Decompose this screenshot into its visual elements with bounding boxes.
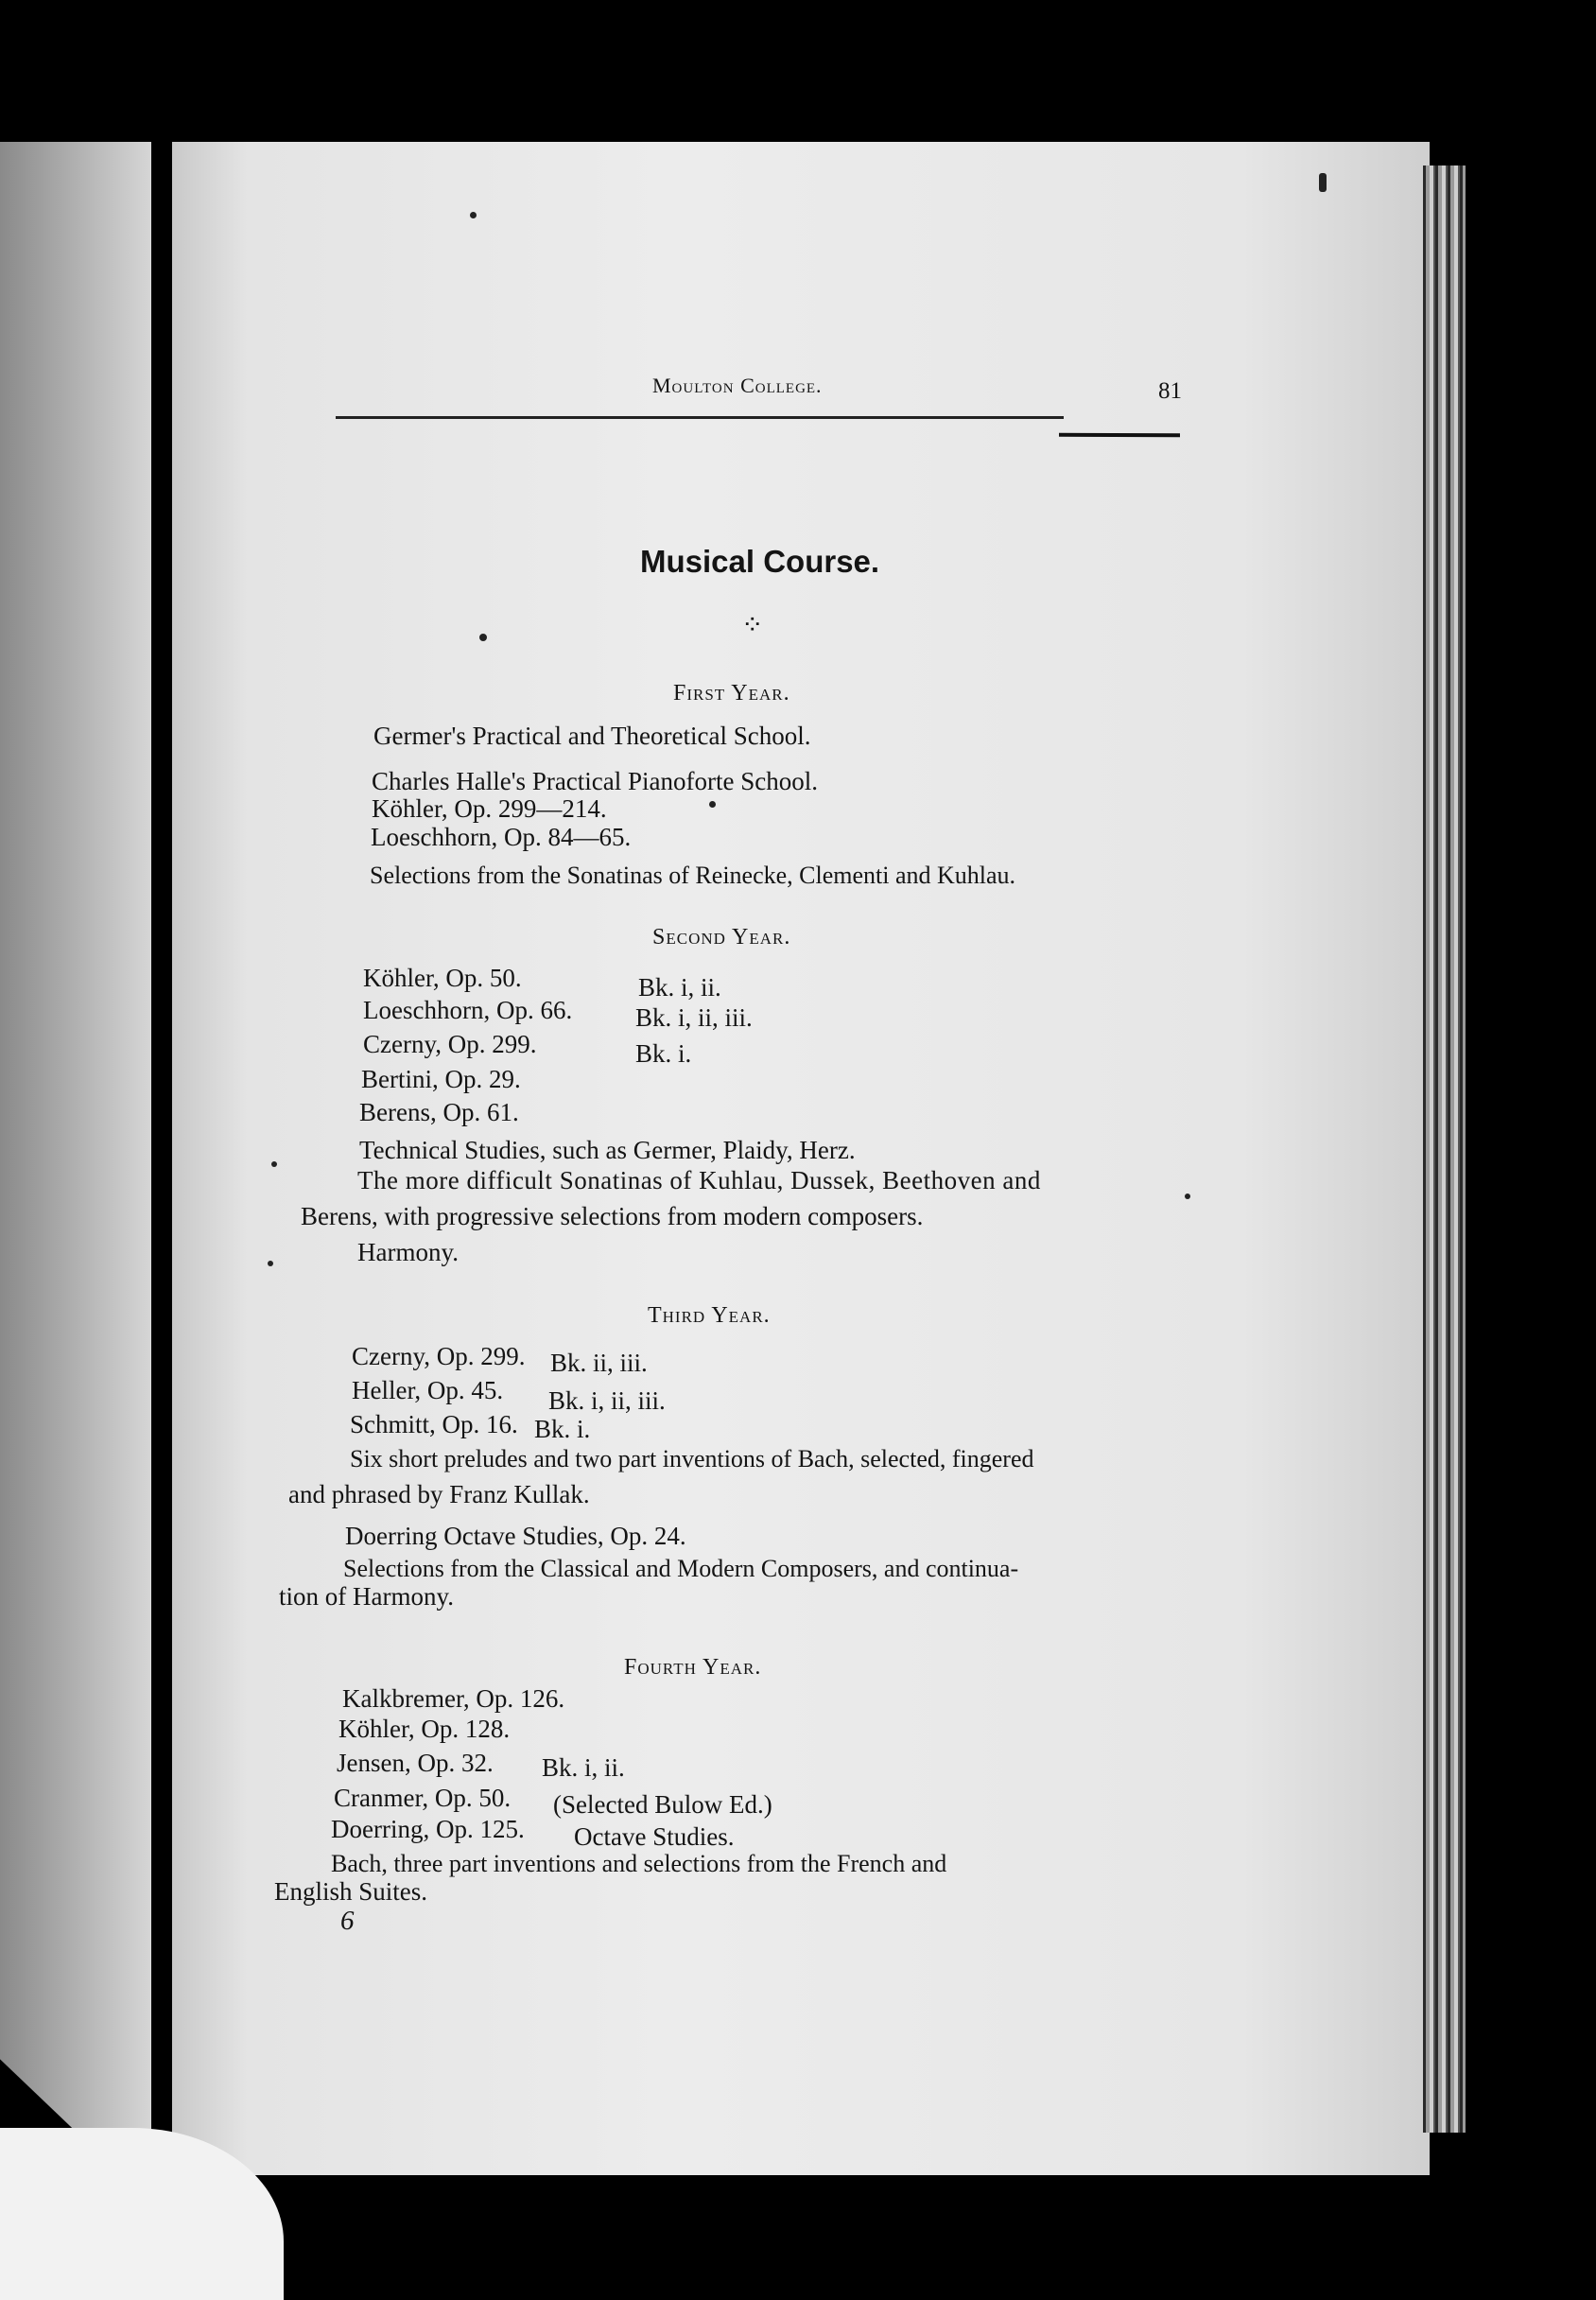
second-year-heading: Second Year. [652, 925, 791, 950]
third-year-work: Schmitt, Op. 16. [350, 1410, 518, 1438]
second-year-books: Bk. i. [635, 1039, 692, 1068]
ornament: ⁘ [741, 611, 764, 640]
running-head: Moulton College. [652, 374, 823, 397]
third-year-books: Bk. i. [534, 1415, 591, 1443]
third-year-work: Czerny, Op. 299. [352, 1342, 526, 1370]
second-year-books: Bk. i, ii. [638, 973, 721, 1002]
second-year-line: Technical Studies, such as Germer, Plaidy, Herz. [359, 1136, 856, 1164]
header-rule [336, 416, 1064, 419]
fourth-year-line: Doerring, Op. 125. [331, 1815, 525, 1843]
fourth-year-line: English Suites. [274, 1877, 428, 1906]
third-year-line: Six short preludes and two part inventions of Bach, selected, fingered [350, 1445, 1034, 1472]
second-year-line: Berens, with progressive selections from modern composers. [301, 1202, 924, 1230]
dust-speck [479, 634, 487, 641]
second-year-work: Berens, Op. 61. [359, 1098, 519, 1126]
second-year-work: Bertini, Op. 29. [361, 1065, 521, 1093]
third-year-books: Bk. i, ii, iii. [548, 1386, 666, 1415]
fourth-year-note: (Selected Bulow Ed.) [553, 1790, 772, 1819]
first-year-line: Selections from the Sonatinas of Reinecke, Clementi and Kuhlau. [370, 862, 1016, 889]
dust-speck [268, 1261, 273, 1266]
dust-speck [1319, 173, 1327, 192]
fourth-year-note: Bk. i, ii. [542, 1753, 625, 1782]
third-year-heading: Third Year. [648, 1303, 771, 1328]
fourth-year-heading: Fourth Year. [624, 1655, 762, 1680]
dust-speck [709, 801, 716, 808]
page-title: Musical Course. [640, 544, 880, 579]
third-year-line: Doerring Octave Studies, Op. 24. [345, 1522, 686, 1550]
fourth-year-line: Jensen, Op. 32. [337, 1749, 494, 1777]
header-rule-heavy [1059, 433, 1180, 437]
first-year-line: Charles Halle's Practical Pianoforte School. [372, 767, 818, 795]
fourth-year-line: Cranmer, Op. 50. [334, 1784, 512, 1812]
third-year-line: Selections from the Classical and Modern Composers, and continua- [343, 1555, 1019, 1582]
second-year-books: Bk. i, ii, iii. [635, 1003, 753, 1032]
second-year-work: Loeschhorn, Op. 66. [363, 996, 573, 1024]
first-year-heading: First Year. [673, 681, 790, 706]
fourth-year-note: Octave Studies. [574, 1822, 735, 1851]
third-year-work: Heller, Op. 45. [352, 1376, 504, 1404]
first-year-line: Loeschhorn, Op. 84—65. [371, 823, 632, 851]
second-year-line: Harmony. [357, 1238, 459, 1266]
third-year-books: Bk. ii, iii. [550, 1349, 648, 1377]
first-year-line: Köhler, Op. 299—214. [372, 794, 607, 823]
fourth-year-line: Kalkbremer, Op. 126. [342, 1684, 565, 1713]
first-year-line: Germer's Practical and Theoretical School. [373, 722, 811, 750]
dust-speck [470, 212, 477, 218]
fourth-year-line: Köhler, Op. 128. [338, 1715, 511, 1743]
handwritten-mark: 6 [340, 1906, 355, 1936]
second-year-line: The more difficult Sonatinas of Kuhlau, Dussek, Beethoven and [357, 1166, 1041, 1194]
third-year-line: tion of Harmony. [279, 1582, 454, 1611]
fourth-year-line: Bach, three part inventions and selections from the French and [331, 1850, 947, 1877]
page-number: 81 [1158, 378, 1182, 404]
third-year-line: and phrased by Franz Kullak. [288, 1480, 590, 1508]
second-year-work: Czerny, Op. 299. [363, 1030, 537, 1058]
second-year-work: Köhler, Op. 50. [363, 964, 522, 992]
dust-speck [1185, 1194, 1190, 1199]
dust-speck [271, 1161, 277, 1167]
